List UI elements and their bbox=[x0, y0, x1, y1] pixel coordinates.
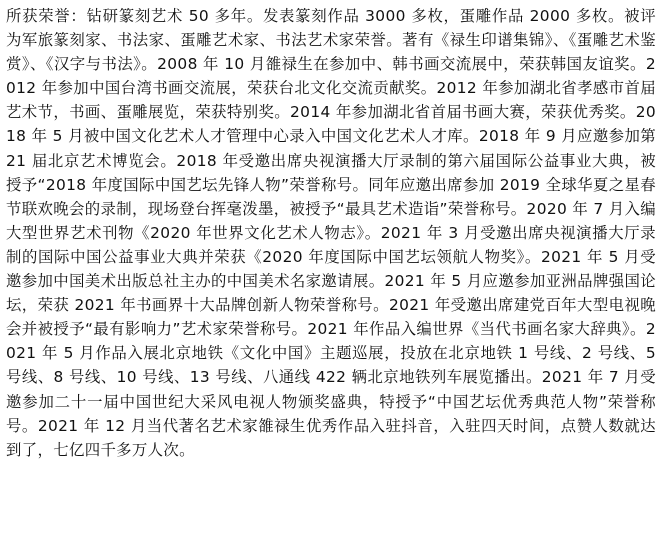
honors-paragraph: 所获荣誉：钻研篆刻艺术 50 多年。发表篆刻作品 3000 多枚，蛋雕作品 2000 多枚。被评为军旅篆刻家、书法家、蛋雕艺术家、书法艺术家荣誉。著有《禄生印谱集锦》、《蛋雕艺术鉴赏》、《汉字与书法》。2008 年 10 月雒禄生在参加中、韩书画交流展中，荣获韩国友谊奖。2012 年参加中国台湾书画交流展，荣获台北文化交流贡献奖。2012 年参加湖北省孝感市首届艺术节，书画、蛋雕展览，荣获特别奖。2014 年参加湖北省首届书画大赛，荣获优秀奖。2018 年 5 月被中国文化艺术人才管理中心录入中国文化艺术人才库。2018 年 9 月应邀参加第 21 届北京艺术博览会。2018 年受邀出席央视演播大厅录制的第六届国际公益事业大典，被授予“2018 年度国际中国艺坛先锋人物”荣誉称号。同年应邀出席参加 2019 全球华夏之星春节联欢晚会的录制，现场登台挥毫泼墨，被授予“最具艺术造诣”荣誉称号。2020 年 7 月入编大型世界艺术刊物《2020 年世界文化艺术人物志》。2021 年 3 月受邀出席央视演播大厅录制的国际中国公益事业大典并荣获《2020 年度国际中国艺坛领航人物奖》。2021 年 5 月受邀参加中国美术出版总社主办的中国美术名家邀请展。2021 年 5 月应邀参加亚洲品牌强国论坛，荣获 2021 年书画界十大品牌创新人物荣誉称号。2021 年受邀出席建党百年大型电视晚会并被授予“最有影响力”艺术家荣誉称号。2021 年作品入编世界《当代书画名家大辞典》。2021 年 5 月作品入展北京地铁《文化中国》主题巡展，投放在北京地铁 1 号线、2 号线、5 号线、8 号线、10 号线、13 号线、八通线 422 辆北京地铁列车展览播出。2021 年 7 月受邀参加二十一届中国世纪大采风电视人物颁奖盛典，特授予“中国艺坛优秀典范人物”荣誉称号。2021 年 12 月当代著名艺术家雒禄生优秀作品入驻抖音，入驻四天时间，点赞人数就达到了，七亿四千多万人次。 bbox=[6, 7, 656, 459]
document-body bbox=[6, 4, 656, 540]
